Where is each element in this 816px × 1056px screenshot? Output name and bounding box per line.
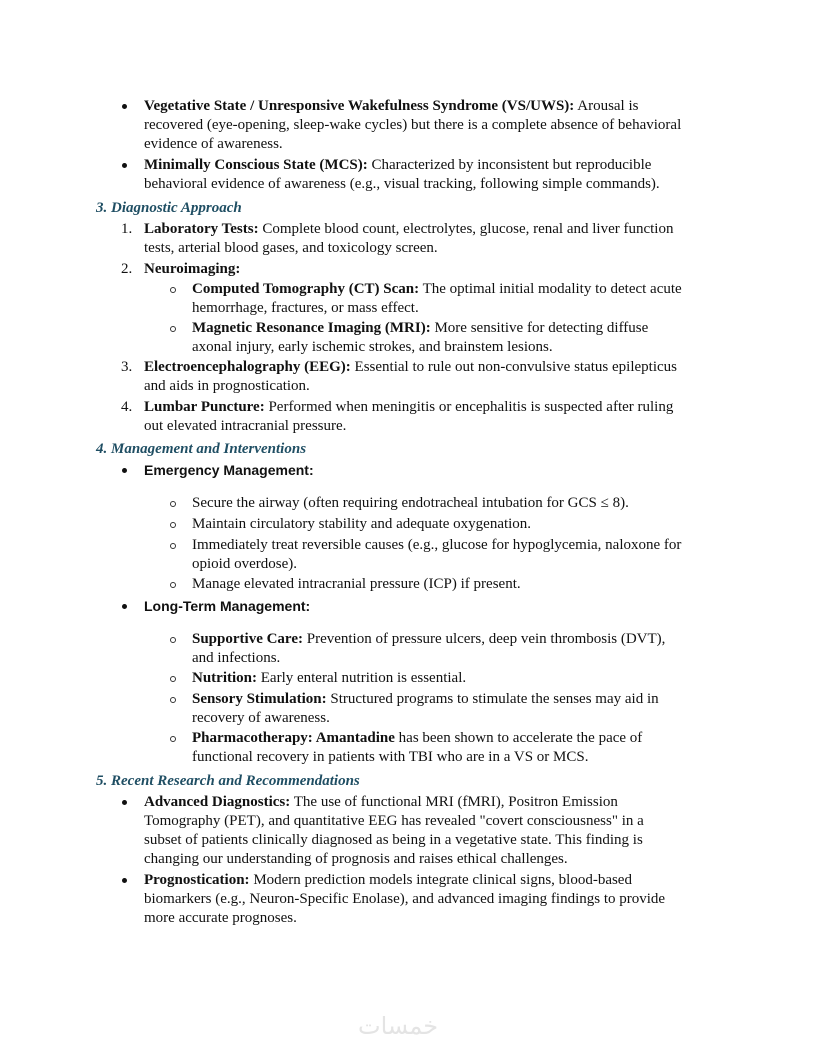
list-item-text: evidence of awareness. — [144, 136, 283, 152]
list-item-text: recovered (eye-opening, sleep-wake cycles) but there is a complete absence of behavioral — [144, 117, 682, 133]
list-number: 3. — [121, 359, 133, 375]
list-item-text: more accurate prognoses. — [144, 910, 297, 926]
bullet-icon — [122, 104, 127, 109]
list-item: Prognostication: Modern prediction models integrate clinical signs, blood-based — [144, 872, 632, 888]
sub-list-item: Sensory Stimulation: Structured programs to stimulate the senses may aid in — [192, 691, 659, 707]
list-item-label: Emergency Management: — [144, 462, 314, 478]
bullet-icon — [122, 468, 127, 473]
list-number: 1. — [121, 221, 133, 237]
bullet-icon — [122, 163, 127, 168]
section-heading: 3. Diagnostic Approach — [96, 200, 242, 216]
list-number: 4. — [121, 399, 133, 415]
sub-list-item: Magnetic Resonance Imaging (MRI): More sensitive for detecting diffuse — [192, 320, 649, 336]
list-item: Laboratory Tests: Complete blood count, electrolytes, glucose, renal and liver function — [144, 221, 674, 237]
bullet-icon — [122, 604, 127, 609]
list-item-label: Long-Term Management: — [144, 598, 311, 614]
circle-bullet-icon — [170, 676, 176, 682]
bullet-icon — [122, 800, 127, 805]
list-item: Vegetative State / Unresponsive Wakefulness Syndrome (VS/UWS): Arousal is — [144, 98, 639, 114]
list-item-text: behavioral evidence of awareness (e.g., visual tracking, following simple commands). — [144, 176, 660, 192]
list-item-text: and aids in prognostication. — [144, 378, 310, 394]
sub-list-item-text: and infections. — [192, 650, 281, 666]
section-heading: 4. Management and Interventions — [96, 441, 307, 457]
sub-list-item-text: hemorrhage, fractures, or mass effect. — [192, 300, 419, 316]
sub-list-item-text: axonal injury, early ischemic strokes, and brainstem lesions. — [192, 339, 553, 355]
circle-bullet-icon — [170, 697, 176, 703]
sub-list-item: Pharmacotherapy: Amantadine has been shown to accelerate the pace of — [192, 730, 643, 746]
list-item-text: subset of patients clinically diagnosed as being in a vegetative state. This finding is — [144, 832, 643, 848]
list-item: Neuroimaging: — [144, 261, 241, 277]
watermark-logo: خمسات — [358, 1012, 439, 1040]
sub-list-item-text: recovery of awareness. — [192, 710, 330, 726]
sub-list-item: Immediately treat reversible causes (e.g., glucose for hypoglycemia, naloxone for — [192, 537, 682, 553]
circle-bullet-icon — [170, 522, 176, 528]
circle-bullet-icon — [170, 501, 176, 507]
circle-bullet-icon — [170, 637, 176, 643]
bullet-icon — [122, 878, 127, 883]
sub-list-item: Manage elevated intracranial pressure (ICP) if present. — [192, 576, 521, 592]
circle-bullet-icon — [170, 287, 176, 293]
sub-list-item-text: opioid overdose). — [192, 556, 297, 572]
list-item-text: biomarkers (e.g., Neuron-Specific Enolase), and advanced imaging findings to provide — [144, 891, 666, 907]
list-item-text: tests, arterial blood gases, and toxicology screen. — [144, 240, 438, 256]
section-heading: 5. Recent Research and Recommendations — [96, 773, 360, 789]
circle-bullet-icon — [170, 736, 176, 742]
list-item: Minimally Conscious State (MCS): Characterized by inconsistent but reproducible — [144, 157, 652, 173]
circle-bullet-icon — [170, 326, 176, 332]
sub-list-item: Maintain circulatory stability and adequate oxygenation. — [192, 516, 532, 532]
sub-list-item-text: functional recovery in patients with TBI who are in a VS or MCS. — [192, 749, 589, 765]
list-item: Electroencephalography (EEG): Essential to rule out non-convulsive status epilepticus — [144, 359, 677, 375]
list-item-text: Tomography (PET), and quantitative EEG has revealed "covert consciousness" in a — [144, 813, 644, 829]
sub-list-item: Secure the airway (often requiring endotracheal intubation for GCS ≤ 8). — [192, 495, 629, 511]
list-item-text: out elevated intracranial pressure. — [144, 418, 347, 434]
list-item-text: changing our understanding of prognosis and raises ethical challenges. — [144, 851, 568, 867]
circle-bullet-icon — [170, 582, 176, 588]
sub-list-item: Computed Tomography (CT) Scan: The optimal initial modality to detect acute — [192, 281, 682, 297]
sub-list-item: Supportive Care: Prevention of pressure ulcers, deep vein thrombosis (DVT), — [192, 631, 666, 647]
sub-list-item: Nutrition: Early enteral nutrition is essential. — [192, 670, 467, 686]
list-item: Lumbar Puncture: Performed when meningitis or encephalitis is suspected after ruling — [144, 399, 674, 415]
circle-bullet-icon — [170, 543, 176, 549]
list-number: 2. — [121, 261, 133, 277]
list-item: Advanced Diagnostics: The use of functional MRI (fMRI), Positron Emission — [144, 794, 618, 810]
